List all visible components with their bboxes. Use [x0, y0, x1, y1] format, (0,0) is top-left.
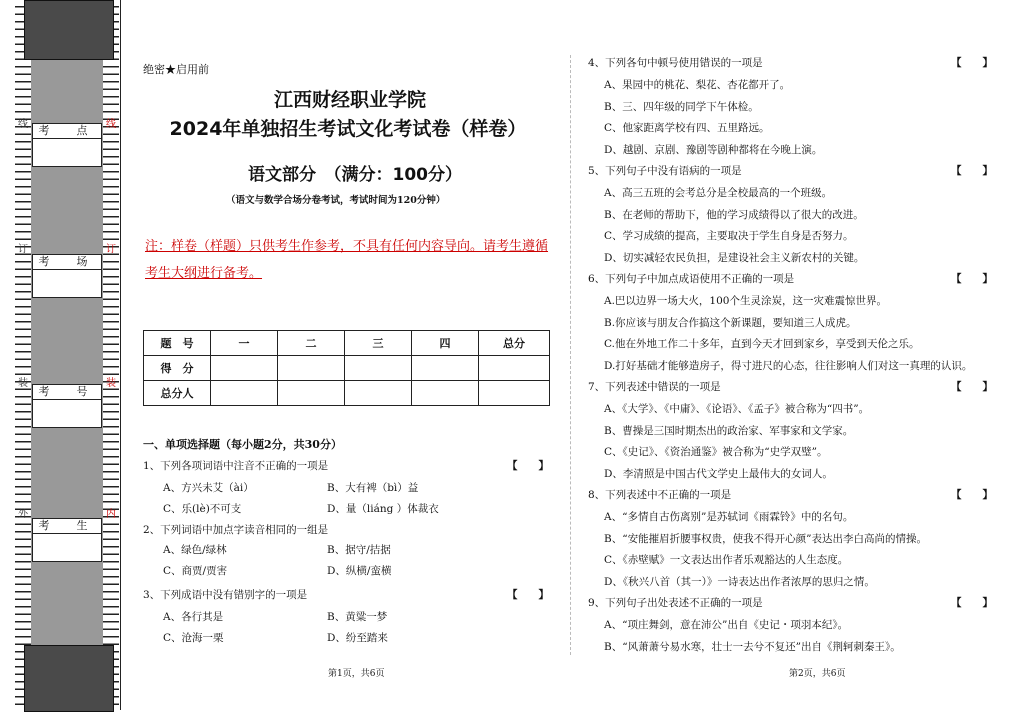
question-stem: 6、下列句子中加点成语使用不正确的一项是 — [588, 273, 795, 285]
sample-notice: 注：样卷（样题）只供考生作参考，不具有任何内容导向。请考生遵循考生大纲进行备考。 — [145, 239, 549, 281]
option: B、曹操是三国时期杰出的政治家、军事家和文学家。 — [604, 424, 854, 437]
school-title: 江西财经职业学院 — [273, 89, 426, 111]
question-stem: 1、下列各项词语中注音不正确的一项是 — [143, 460, 329, 472]
binding-char: 线 — [106, 119, 116, 130]
option: D、纵横/蛮横 — [327, 565, 392, 577]
option: B、三、四年级的同学下午体检。 — [604, 100, 759, 113]
section-title: 一、单项选择题（每小题2分，共30分） — [143, 438, 342, 451]
option: C、乐(lè)不可支 — [163, 503, 242, 515]
subject-title: 语文部分 （满分：100分） — [248, 165, 462, 185]
option: D.打好基础才能够造房子，得寸进尺的心态，往往影响人们对这一真理的认识。 — [604, 359, 973, 372]
answer-bracket[interactable]: 【 】 — [507, 460, 549, 472]
question-stem: 8、下列表述中不正确的一项是 — [588, 489, 732, 501]
option: A、果园中的桃花、梨花、杏花都开了。 — [604, 79, 791, 91]
score-table: 题 号 一 二 三 四 总分 得 分 总分人 — [143, 330, 550, 406]
perforation-left — [15, 0, 31, 710]
option: A、方兴未艾（ài） — [163, 482, 254, 494]
option: C、沧海一栗 — [163, 632, 224, 644]
field-candidate-name[interactable]: 考 生 — [32, 518, 102, 562]
binding-char: 装 — [18, 378, 28, 389]
exam-title: 2024年单独招生考试文化考试卷（样卷） — [169, 118, 527, 140]
page-footer: 第2页，共6页 — [789, 669, 846, 679]
field-exam-site[interactable]: 考 点 — [32, 123, 102, 167]
page-divider — [570, 55, 571, 655]
answer-bracket[interactable]: 【 】 — [951, 165, 993, 177]
binding-char: 内 — [106, 509, 116, 520]
option: A、《大学》、《中庸》、《论语》、《孟子》被合称为“四书”。 — [604, 403, 870, 415]
option: C、学习成绩的提高，主要取决于学生自身是否努力。 — [604, 230, 854, 242]
binding-char: 外 — [18, 509, 28, 520]
option: C、他家距离学校有四、五里路远。 — [604, 122, 770, 134]
question-stem: 4、下列各句中顿号使用错误的一项是 — [588, 57, 763, 69]
option: C、《史记》、《资治通鉴》被合称为“史学双璧”。 — [604, 446, 828, 458]
answer-bracket[interactable]: 【 】 — [951, 57, 993, 69]
option: A.巴以边界一场大火，100个生灵涂炭，这一灾难震惊世界。 — [604, 295, 887, 307]
question-stem: 7、下列表述中错误的一项是 — [588, 381, 721, 393]
option: D、切实减轻农民负担，是建设社会主义新农村的关键。 — [604, 251, 865, 264]
option: D、越剧、京剧、豫剧等剧种都将在今晚上演。 — [604, 143, 823, 156]
option: A、各行其是 — [163, 611, 224, 623]
option: A、“多情自古伤离别”是苏轼词《雨霖铃》中的名句。 — [604, 511, 854, 523]
answer-bracket[interactable]: 【 】 — [951, 381, 993, 393]
option: C、《赤壁赋》一文表达出作者乐观豁达的人生态度。 — [604, 554, 849, 566]
binding-char: 订 — [106, 244, 116, 255]
answer-bracket[interactable]: 【 】 — [951, 597, 993, 609]
option: B、黄粱一梦 — [327, 611, 388, 623]
option: B、大有裨（bì）益 — [327, 482, 419, 494]
option: C.他在外地工作二十多年，直到今天才回到家乡，享受到天伦之乐。 — [604, 338, 920, 350]
question-stem: 9、下列句子出处表述不正确的一项是 — [588, 597, 763, 609]
option: B、“安能摧眉折腰事权贵，使我不得开心颜”表达出李白高尚的情操。 — [604, 532, 927, 545]
option: B、据守/拮据 — [327, 544, 391, 556]
page-footer: 第1页，共6页 — [328, 669, 385, 679]
option: B、“风萧萧兮易水寒，壮士一去兮不复还”出自《荆轲刺秦王》。 — [604, 640, 901, 653]
binding-char: 装 — [106, 378, 116, 389]
question-stem: 2、下列词语中加点字读音相同的一组是 — [143, 524, 329, 536]
answer-bracket[interactable]: 【 】 — [951, 273, 993, 285]
answer-bracket[interactable]: 【 】 — [507, 589, 549, 601]
option: D、《秋兴八首（其一）》一诗表达出作者浓厚的思归之情。 — [604, 575, 875, 588]
binding-bottom-block — [24, 645, 114, 712]
exam-subnote: （语文与数学合场分卷考试，考试时间为120分钟） — [226, 195, 446, 206]
option: D、纷至踏来 — [327, 632, 388, 644]
field-exam-number[interactable]: 考 号 — [32, 384, 102, 428]
option: A、绿色/绿林 — [163, 544, 227, 556]
binding-top-block — [24, 0, 114, 60]
option: B、在老师的帮助下，他的学习成绩得以了很大的改进。 — [604, 208, 864, 221]
answer-bracket[interactable]: 【 】 — [951, 489, 993, 501]
field-exam-room[interactable]: 考 场 — [32, 254, 102, 298]
binding-char: 线 — [18, 119, 28, 130]
perforation-right — [103, 0, 119, 710]
binding-gray-band — [31, 0, 103, 710]
option: C、商贾/贾害 — [163, 565, 228, 577]
question-stem: 3、下列成语中没有错别字的一项是 — [143, 589, 308, 601]
binding-char: 订 — [18, 244, 28, 255]
option: A、高三五班的会考总分是全校最高的一个班级。 — [604, 187, 833, 199]
option: D、量（liáng ）体裁衣 — [327, 503, 439, 515]
option: D、李清照是中国古代文学史上最伟大的女词人。 — [604, 467, 833, 480]
question-stem: 5、下列句子中没有语病的一项是 — [588, 165, 742, 177]
secret-label: 绝密★启用前 — [143, 63, 209, 76]
option: A、“项庄舞剑，意在沛公”出自《史记・项羽本纪》。 — [604, 619, 849, 631]
option: B.你应该与朋友合作搞这个新课题，要知道三人成虎。 — [604, 316, 857, 329]
